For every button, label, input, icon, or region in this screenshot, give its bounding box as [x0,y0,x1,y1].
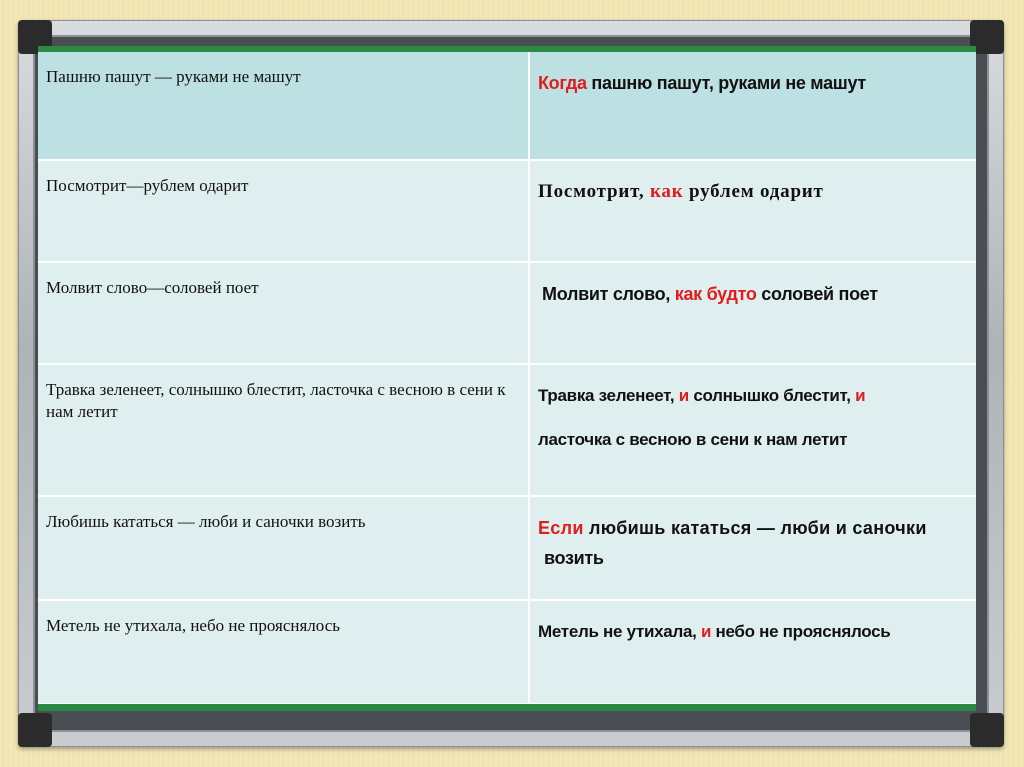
proverb-text: соловей поет [756,284,878,304]
table-row [38,364,976,496]
original-proverb: Метель не утихала, небо не прояснялось [38,600,529,704]
conjunction-highlight: и [700,622,712,641]
table-row [38,600,976,704]
frame-corner-bottom-left [18,713,52,747]
original-proverb: Молвит слово—соловей поет [38,262,529,364]
rewritten-proverb [529,52,976,160]
rewritten-proverb [529,496,976,600]
conjunction-highlight: и [678,386,689,405]
original-proverb: Травка зеленеет, солнышко блестит, ласточка с весною в сени к нам летит [38,364,529,496]
original-proverb: Любишь кататься — люби и саночки возить [38,496,529,600]
board-edge-bottom [38,703,976,711]
proverb-text: Метель не утихала, [538,622,701,641]
proverbs-table [38,52,976,704]
original-proverb: Посмотрит—рублем одарит [38,160,529,262]
rewritten-proverb [529,160,976,262]
table-row [38,160,976,262]
proverb-text: пашню пашут, руками не машут [586,73,866,93]
rewritten-proverb [529,364,976,496]
proverb-text: Травка зеленеет, [538,386,679,405]
proverb-text: рублем одарит [683,181,824,202]
table-row [38,496,976,600]
frame-corner-bottom-right [970,713,1004,747]
conjunction-highlight: как будто [674,284,757,304]
proverb-text: солнышко блестит, [688,386,856,405]
whiteboard [38,52,976,704]
proverb-text: небо не прояснялось [711,622,891,641]
proverb-text: ласточка с весною в сени к нам летит [538,430,848,449]
rewritten-proverb [529,262,976,364]
rewritten-proverb [529,600,976,704]
table-row [38,262,976,364]
original-proverb: Пашню пашут — руками не машут [38,52,529,160]
conjunction-highlight: Если [538,518,584,538]
proverb-text: любишь кататься — люби и саночки [583,518,927,538]
table-row [38,52,976,160]
conjunction-highlight: Когда [538,73,587,93]
proverb-text: Посмотрит, [538,181,650,202]
proverb-text: возить [544,548,604,568]
proverb-text: Молвит слово, [542,284,675,304]
conjunction-highlight: как [649,181,684,202]
conjunction-highlight: и [855,386,866,405]
